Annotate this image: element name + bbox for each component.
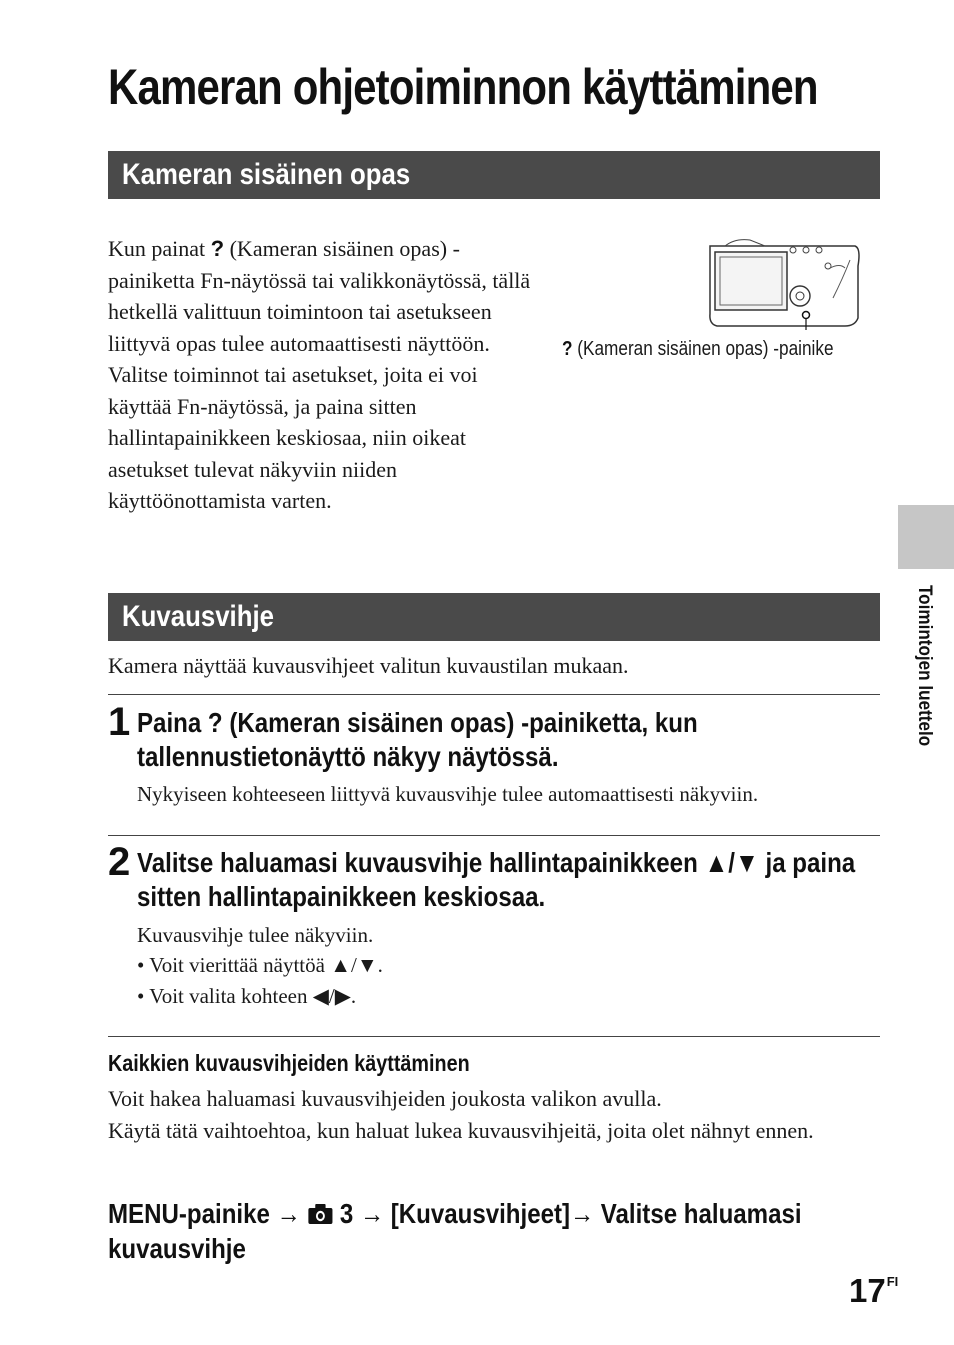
question-mark-icon: ? [207, 707, 223, 738]
section-heading: Kuvausvihje [122, 600, 274, 633]
list-item: • Voit valita kohteen ◀/▶. [137, 981, 383, 1012]
subsection-paragraph: Voit hakea haluamasi kuvausvihjeiden joukosta valikon avulla. [108, 1086, 662, 1111]
intro-text [108, 233, 538, 517]
section-heading-bar [108, 593, 880, 641]
subsection-text [108, 1083, 880, 1146]
page-title: Kameran ohjetoiminnon käyttäminen [108, 59, 818, 115]
page-language-suffix: FI [886, 1274, 899, 1289]
arrow-right-icon: → [570, 1198, 595, 1229]
arrow-right-icon: → [276, 1198, 301, 1229]
camera-back-illustration-icon [705, 238, 865, 330]
question-mark-icon: ? [210, 236, 225, 261]
menu-path: MENU-painike → 3 → [Kuvausvihjeet]→ Valitse haluamasi kuvausvihje [108, 1198, 802, 1264]
page-number: $17^{FI}$ [849, 1272, 899, 1309]
intro-paragraph-2: Valitse toiminnot tai asetukset, joita ei voi käyttää Fn-näytössä, ja paina sitten hallintapainikkeen keskiosaa, niin oikeat asetukset tulevat näkyviin niiden käyttöönottamista varten. [108, 362, 478, 513]
step-description: Kuvausvihje tulee näkyviin. [137, 923, 374, 947]
step-description: Nykyiseen kohteeseen liittyvä kuvausvihje tulee automaattisesti näkyviin. [137, 782, 759, 806]
divider [108, 1036, 880, 1037]
tips-intro-text: Kamera näyttää kuvausvihjeet valitun kuvaustilan mukaan. [108, 653, 629, 678]
divider [108, 835, 880, 836]
divider [108, 694, 880, 695]
step-heading: Paina ? (Kameran sisäinen opas) -painiketta, kun tallennustietonäyttö näkyy näytössä. [137, 707, 698, 772]
list-item: • Voit vierittää näyttöä ▲/▼. [137, 950, 383, 981]
side-tab-marker [898, 505, 954, 569]
step-number: 2 [108, 840, 131, 884]
intro-paragraph-1: Kun painat ? (Kameran sisäinen opas) -painiketta Fn-näytössä tai valikkonäytössä, tällä hetkellä valittuun toimintoon tai asetukseen liittyvä opas tulee automaattisesti näyttöön. [108, 233, 538, 359]
step-number: 1 [108, 700, 131, 744]
figure-caption: ? (Kameran sisäinen opas) -painike [562, 338, 834, 360]
bullet-list [137, 950, 383, 1012]
side-section-label: Toimintojen luettelo [914, 585, 935, 747]
question-mark-icon: ? [562, 338, 573, 360]
step-heading: Valitse haluamasi kuvausvihje hallintapainikkeen ▲/▼ ja paina sitten hallintapainikkeen keskiosaa. [137, 847, 856, 912]
section-heading-bar [108, 151, 880, 199]
camera-menu-icon [307, 1203, 333, 1225]
subsection-paragraph: Käytä tätä vaihtoehtoa, kun haluat lukea kuvausvihjeitä, joita olet nähnyt ennen. [108, 1117, 814, 1143]
subsection-title: Kaikkien kuvausvihjeiden käyttäminen [108, 1050, 470, 1076]
arrow-right-icon: → [359, 1198, 385, 1229]
section-heading: Kameran sisäinen opas [122, 158, 411, 191]
